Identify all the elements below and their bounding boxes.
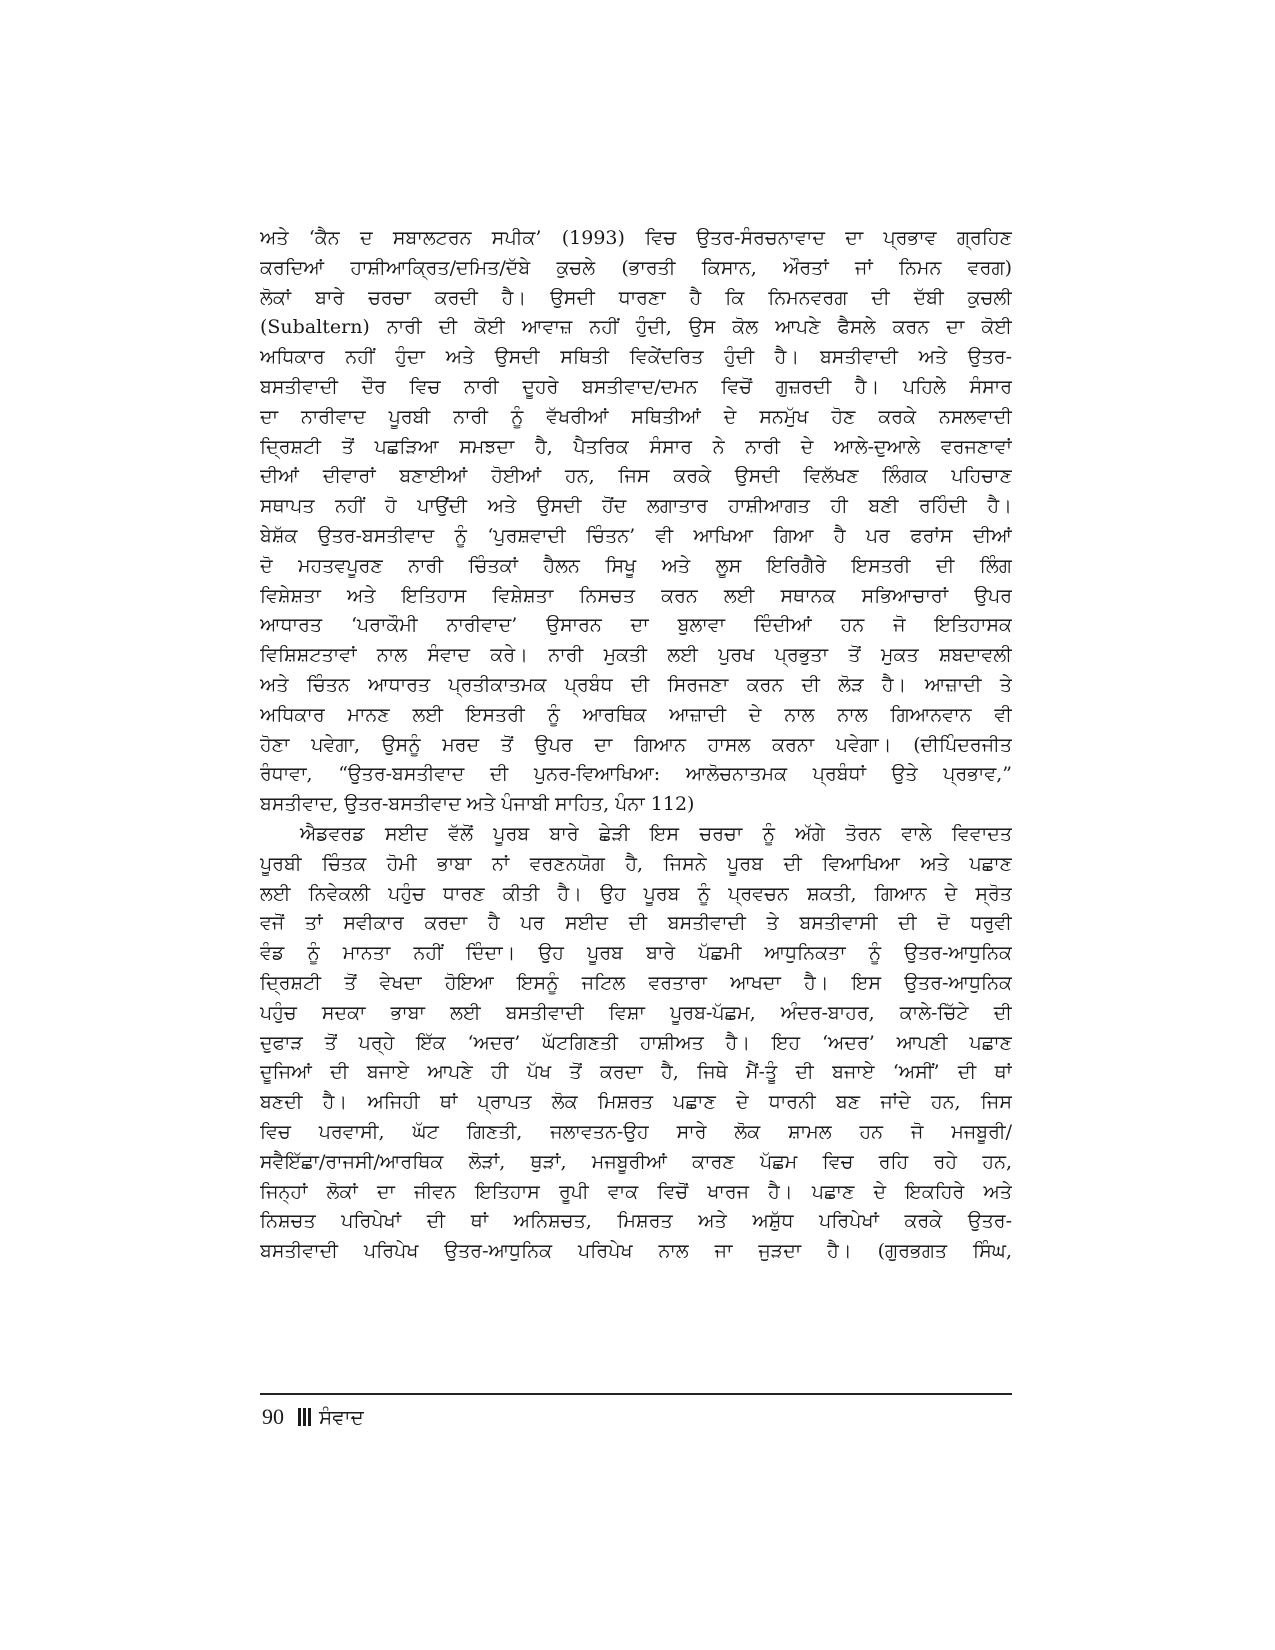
text-line: ਦ੍ਰਿਸ਼ਟੀ ਤੋਂ ਪਛੜਿਆ ਸਮਝਦਾ ਹੈ, ਪੈਤਰਿਕ ਸੰਸਾਰ ਨੇ ਨਾਰੀ ਦੇ ਆਲੇ-ਦੁਆਲੇ ਵਰਜਣਾਵਾਂ [260,435,1012,458]
body-text [260,224,1012,1374]
text-line: ਬੇਸ਼ੱਕ ਉਤਰ-ਬਸਤੀਵਾਦ ਨੂੰ ‘ਪੁਰਸ਼ਵਾਦੀ ਚਿੰਤਨ’ ਵੀ ਆਖਿਆ ਗਿਆ ਹੈ ਪਰ ਫਰਾਂਸ ਦੀਆਂ [260,524,1012,547]
text-line: ਆਧਾਰਤ ‘ਪਰਾਕੌਮੀ ਨਾਰੀਵਾਦ’ ਉਸਾਰਨ ਦਾ ਬੁਲਾਵਾ ਦਿੰਦੀਆਂ ਹਨ ਜੋ ਇਤਿਹਾਸਕ [260,614,1012,637]
page-footer [262,1400,364,1434]
text-line: ਬਸਤੀਵਾਦੀ ਪਰਿਪੇਖ ਉਤਰ-ਆਧੁਨਿਕ ਪਰਿਪੇਖ ਨਾਲ ਜਾ ਜੁੜਦਾ ਹੈ। (ਗੁਰਭਗਤ ਸਿੰਘ, [260,1240,1012,1263]
journal-bars-icon [298,1408,311,1426]
text-line: ਵਿਸ਼ੇਸ਼ਤਾ ਅਤੇ ਇਤਿਹਾਸ ਵਿਸ਼ੇਸ਼ਤਾ ਨਿਸਚਤ ਕਰਨ ਲਈ ਸਥਾਨਕ ਸਭਿਆਚਾਰਾਂ ਉਪਰ [260,584,1012,607]
text-line: ਵਿਸ਼ਿਸ਼ਟਤਾਵਾਂ ਨਾਲ ਸੰਵਾਦ ਕਰੇ। ਨਾਰੀ ਮੁਕਤੀ ਲਈ ਪੁਰਖ ਪ੍ਰਭੁਤਾ ਤੋਂ ਮੁਕਤ ਸ਼ਬਦਾਵਲੀ [260,644,1012,667]
text-line: ਕਰਦਿਆਂ ਹਾਸ਼ੀਆਕ੍ਰਿਤ/ਦਮਿਤ/ਦੱਬੇ ਕੁਚਲੇ (ਭਾਰਤੀ ਕਿਸਾਨ, ਔਰਤਾਂ ਜਾਂ ਨਿਮਨ ਵਰਗ) [260,256,1012,279]
text-line: ਦੂਜਿਆਂ ਦੀ ਬਜਾਏ ਆਪਣੇ ਹੀ ਪੱਖ ਤੋਂ ਕਰਦਾ ਹੈ, ਜਿਥੇ ਮੈਂ-ਤੂੰ ਦੀ ਬਜਾਏ ‘ਅਸੀਂ’ ਦੀ ਥਾਂ [260,1061,1012,1084]
text-line: ਬਣਦੀ ਹੈ। ਅਜਿਹੀ ਥਾਂ ਪ੍ਰਾਪਤ ਲੋਕ ਮਿਸ਼ਰਤ ਪਛਾਣ ਦੇ ਧਾਰਨੀ ਬਣ ਜਾਂਦੇ ਹਨ, ਜਿਸ [260,1091,1012,1114]
text-line: ਦਾ ਨਾਰੀਵਾਦ ਪੂਰਬੀ ਨਾਰੀ ਨੂੰ ਵੱਖਰੀਆਂ ਸਥਿਤੀਆਂ ਦੇ ਸਨਮੁੱਖ ਹੋਣ ਕਰਕੇ ਨਸਲਵਾਦੀ [260,405,1012,428]
footer-rule [260,1393,1012,1395]
text-line: ਦੋ ਮਹਤਵਪੂਰਣ ਨਾਰੀ ਚਿੰਤਕਾਂ ਹੈਲਨ ਸਿਖੂ ਅਤੇ ਲੂਸ ਇਰਿਗੈਰੇ ਇਸਤਰੀ ਦੀ ਲਿੰਗ [260,554,1012,577]
text-line: ਦ੍ਰਿਸ਼ਟੀ ਤੋਂ ਵੇਖਦਾ ਹੋਇਆ ਇਸਨੂੰ ਜਟਿਲ ਵਰਤਾਰਾ ਆਖਦਾ ਹੈ। ਇਸ ਉਤਰ-ਆਧੁਨਿਕ [260,971,1012,994]
text-line: ਅਧਿਕਾਰ ਨਹੀਂ ਹੁੰਦਾ ਅਤੇ ਉਸਦੀ ਸਥਿਤੀ ਵਿਕੇਂਦਰਿਤ ਹੁੰਦੀ ਹੈ। ਬਸਤੀਵਾਦੀ ਅਤੇ ਉਤਰ- [260,346,1012,369]
text-line: ਲੋਕਾਂ ਬਾਰੇ ਚਰਚਾ ਕਰਦੀ ਹੈ। ਉਸਦੀ ਧਾਰਣਾ ਹੈ ਕਿ ਨਿਮਨਵਰਗ ਦੀ ਦੱਬੀ ਕੁਚਲੀ [260,286,1012,309]
text-line: ਪਹੁੰਚ ਸਦਕਾ ਭਾਬਾ ਲਈ ਬਸਤੀਵਾਦੀ ਵਿਸ਼ਾ ਪੂਰਬ-ਪੱਛਮ, ਅੰਦਰ-ਬਾਹਰ, ਕਾਲੇ-ਚਿੱਟੇ ਦੀ [260,1001,1012,1024]
text-line: ਲਈ ਨਿਵੇਕਲੀ ਪਹੁੰਚ ਧਾਰਣ ਕੀਤੀ ਹੈ। ਉਹ ਪੂਰਬ ਨੂੰ ਪ੍ਰਵਚਨ ਸ਼ਕਤੀ, ਗਿਆਨ ਦੇ ਸ੍ਰੋਤ [260,882,1012,905]
text-line: ਐਡਵਰਡ ਸਈਦ ਵੱਲੋਂ ਪੂਰਬ ਬਾਰੇ ਛੇੜੀ ਇਸ ਚਰਚਾ ਨੂੰ ਅੱਗੇ ਤੋਰਨ ਵਾਲੇ ਵਿਵਾਦਤ [300,822,1012,845]
text-line: ਵਜੋਂ ਤਾਂ ਸਵੀਕਾਰ ਕਰਦਾ ਹੈ ਪਰ ਸਈਦ ਦੀ ਬਸਤੀਵਾਦੀ ਤੇ ਬਸਤੀਵਾਸੀ ਦੀ ਦੋ ਧਰੁਵੀ [260,912,1012,935]
journal-title: ਸੰਵਾਦ [319,1405,364,1429]
text-line: ਅਧਿਕਾਰ ਮਾਨਣ ਲਈ ਇਸਤਰੀ ਨੂੰ ਆਰਥਿਕ ਆਜ਼ਾਦੀ ਦੇ ਨਾਲ ਨਾਲ ਗਿਆਨਵਾਨ ਵੀ [260,703,1012,726]
text-line: ਦੁਫਾੜ ਤੋਂ ਪਰ੍ਹੇ ਇੱਕ ‘ਅਦਰ’ ਘੱਟਗਿਣਤੀ ਹਾਸ਼ੀਅਤ ਹੈ। ਇਹ ‘ਅਦਰ’ ਆਪਣੀ ਪਛਾਣ [260,1031,1012,1054]
text-line: (Subaltern) ਨਾਰੀ ਦੀ ਕੋਈ ਆਵਾਜ਼ ਨਹੀਂ ਹੁੰਦੀ, ਉਸ ਕੋਲ ਆਪਣੇ ਫੈਸਲੇ ਕਰਨ ਦਾ ਕੋਈ [260,316,1012,339]
text-line: ਵੰਡ ਨੂੰ ਮਾਨਤਾ ਨਹੀਂ ਦਿੰਦਾ। ਉਹ ਪੂਰਬ ਬਾਰੇ ਪੱਛਮੀ ਆਧੁਨਿਕਤਾ ਨੂੰ ਉਤਰ-ਆਧੁਨਿਕ [260,942,1012,965]
text-line: ਹੋਣਾ ਪਵੇਗਾ, ਉਸਨੂੰ ਮਰਦ ਤੋਂ ਉਪਰ ਦਾ ਗਿਆਨ ਹਾਸਲ ਕਰਨਾ ਪਵੇਗਾ। (ਦੀਪਿੰਦਰਜੀਤ [260,733,1012,756]
text-line: ਅਤੇ ਚਿੰਤਨ ਆਧਾਰਤ ਪ੍ਰਤੀਕਾਤਮਕ ਪ੍ਰਬੰਧ ਦੀ ਸਿਰਜਣਾ ਕਰਨ ਦੀ ਲੋੜ ਹੈ। ਆਜ਼ਾਦੀ ਤੇ [260,673,1012,696]
text-line: ਵਿਚ ਪਰਵਾਸੀ, ਘੱਟ ਗਿਣਤੀ, ਜਲਾਵਤਨ-ਉਹ ਸਾਰੇ ਲੋਕ ਸ਼ਾਮਲ ਹਨ ਜੋ ਮਜਬੂਰੀ/ [260,1120,1012,1143]
text-line: ਸਥਾਪਤ ਨਹੀਂ ਹੋ ਪਾਉਂਦੀ ਅਤੇ ਉਸਦੀ ਹੋਂਦ ਲਗਾਤਾਰ ਹਾਸ਼ੀਆਗਤ ਹੀ ਬਣੀ ਰਹਿੰਦੀ ਹੈ। [260,495,1012,518]
page-number: 90 [262,1404,284,1429]
text-line: ਅਤੇ ‘ਕੈਨ ਦ ਸਬਾਲਟਰਨ ਸਪੀਕ’ (1993) ਵਿਚ ਉਤਰ-ਸੰਰਚਨਾਵਾਦ ਦਾ ਪ੍ਰਭਾਵ ਗ੍ਰਹਿਣ [260,227,1012,249]
text-line: ਨਿਸ਼ਚਤ ਪਰਿਪੇਖਾਂ ਦੀ ਥਾਂ ਅਨਿਸ਼ਚਤ, ਮਿਸ਼ਰਤ ਅਤੇ ਅਸ਼ੁੱਧ ਪਰਿਪੇਖਾਂ ਕਰਕੇ ਉਤਰ- [260,1210,1012,1233]
text-line: ਜਿਨ੍ਹਾਂ ਲੋਕਾਂ ਦਾ ਜੀਵਨ ਇਤਿਹਾਸ ਰੂਪੀ ਵਾਕ ਵਿਚੋਂ ਖਾਰਜ ਹੈ। ਪਛਾਣ ਦੇ ਇਕਹਿਰੇ ਅਤੇ [260,1180,1012,1203]
text-line: ਪੂਰਬੀ ਚਿੰਤਕ ਹੋਮੀ ਭਾਬਾ ਨਾਂ ਵਰਣਨਯੋਗ ਹੈ, ਜਿਸਨੇ ਪੂਰਬ ਦੀ ਵਿਆਖਿਆ ਅਤੇ ਪਛਾਣ [260,852,1012,875]
text-line: ਬਸਤੀਵਾਦੀ ਦੌਰ ਵਿਚ ਨਾਰੀ ਦੂਹਰੇ ਬਸਤੀਵਾਦ/ਦਮਨ ਵਿਚੋਂ ਗੁਜ਼ਰਦੀ ਹੈ। ਪਹਿਲੇ ਸੰਸਾਰ [260,375,1012,398]
text-line: ਸਵੈਇੱਛਾ/ਰਾਜਸੀ/ਆਰਥਿਕ ਲੋੜਾਂ, ਥੁੜਾਂ, ਮਜਬੂਰੀਆਂ ਕਾਰਣ ਪੱਛਮ ਵਿਚ ਰਹਿ ਰਹੇ ਹਨ, [260,1150,1012,1173]
text-line: ਦੀਆਂ ਦੀਵਾਰਾਂ ਬਣਾਈਆਂ ਹੋਈਆਂ ਹਨ, ਜਿਸ ਕਰਕੇ ਉਸਦੀ ਵਿਲੱਖਣ ਲਿੰਗਕ ਪਹਿਚਾਣ [260,465,1012,488]
text-line: ਬਸਤੀਵਾਦ, ਉਤਰ-ਬਸਤੀਵਾਦ ਅਤੇ ਪੰਜਾਬੀ ਸਾਹਿਤ, ਪੰਨਾ 112) [260,793,695,816]
text-line: ਰੰਧਾਵਾ, “ਉਤਰ-ਬਸਤੀਵਾਦ ਦੀ ਪੁਨਰ-ਵਿਆਖਿਆ: ਆਲੋਚਨਾਤਮਕ ਪ੍ਰਬੰਧਾਂ ਉਤੇ ਪ੍ਰਭਾਵ,” [260,763,1012,786]
